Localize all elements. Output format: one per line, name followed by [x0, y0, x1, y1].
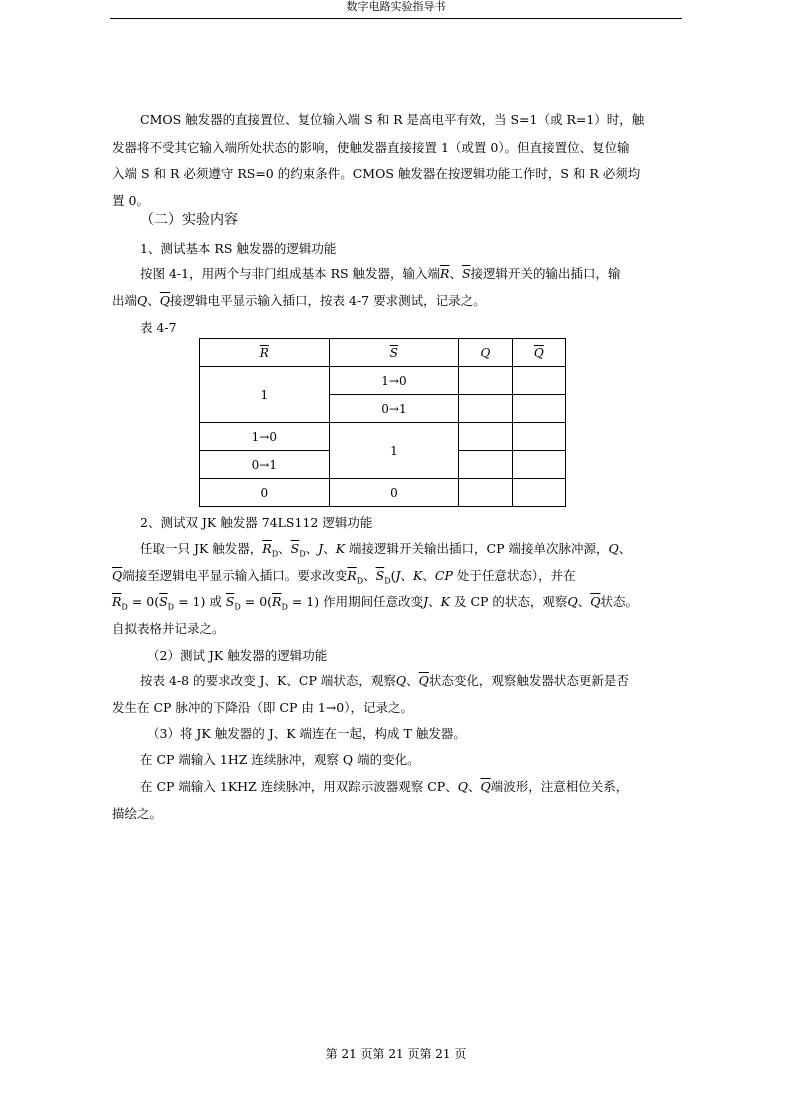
- cell-q: [459, 479, 512, 507]
- th-r-bar: $\overline{R}$: [200, 339, 330, 367]
- item3-line-2: 发生在 CP 脉冲的下降沿（即 CP 由 1→0），记录之。: [112, 700, 413, 715]
- intro-line-1: CMOS 触发器的直接置位、复位输入端 S 和 R 是高电平有效，当 S=1（或 R=1）时，触: [140, 112, 645, 127]
- cell-qbar: [512, 367, 565, 395]
- cell-s-0to1: 0→1: [329, 395, 459, 423]
- item3-title: （2）测试 JK 触发器的逻辑功能: [147, 648, 328, 663]
- footer-page-number: 第 21 页第 21 页第 21 页: [325, 1047, 467, 1061]
- table-caption: 表 4-7: [140, 320, 177, 335]
- intro-line-2: 发器将不受其它输入端所处状态的影响，使触发器直接接置 1（或置 0）。但直接置位、复位输: [112, 140, 630, 155]
- page-header: [110, 0, 682, 19]
- item3-line-6: 描绘之。: [112, 806, 163, 821]
- header-title: 数字电路实验指导书: [346, 0, 446, 13]
- item1-line-1: 按图 4-1，用两个与非门组成基本 RS 触发器，输入端$\overline{R}$、$\overline{S}$接逻辑开关的输出插口，输: [140, 266, 621, 281]
- cell-r-0: 0: [200, 479, 330, 507]
- item2-line-2: $\overline{Q}$端接至逻辑电平显示输入插口。要求改变$\overline{R}_D$、$\overline{S}_D(J$、K、CP 处于任意状态），并在: [112, 568, 576, 586]
- th-q: Q: [459, 339, 512, 367]
- truth-table-4-7: [199, 338, 566, 507]
- cell-qbar: [512, 395, 565, 423]
- item2-line-3: $\overline{R}_D = 0(\overline{S}_D = 1)$ 或 $\overline{S}_D = 0(\overline{R}_D = 1)$ 作用期间任意改变J、K 及 CP 的状态，观察Q、$\overline{Q}$状态。: [112, 594, 638, 612]
- cell-qbar: [512, 423, 565, 451]
- th-s-bar: $\overline{S}$: [329, 339, 459, 367]
- intro-line-3: 入端 S 和 R 必须遵守 RS=0 的约束条件。CMOS 触发器在按逻辑功能工作时，S 和 R 必须均: [112, 166, 641, 181]
- cell-r-1to0: 1→0: [200, 423, 330, 451]
- cell-s-1: 1: [329, 423, 459, 479]
- cell-q: [459, 423, 512, 451]
- cell-s-0: 0: [329, 479, 459, 507]
- page-footer: [0, 1045, 792, 1062]
- cell-s-1to0: 1→0: [329, 367, 459, 395]
- th-q-bar: $\overline{Q}$: [512, 339, 565, 367]
- cell-r-0to1: 0→1: [200, 451, 330, 479]
- cell-q: [459, 451, 512, 479]
- item1-title: 1、测试基本 RS 触发器的逻辑功能: [140, 241, 337, 256]
- item2-title: 2、测试双 JK 触发器 74LS112 逻辑功能: [140, 515, 373, 530]
- item3-line-3: （3）将 JK 触发器的 J、K 端连在一起，构成 T 触发器。: [147, 726, 466, 741]
- item2-line-1: 任取一只 JK 触发器，$\overline{R}_D$、$\overline{S}_D$、J、K 端接逻辑开关输出插口，CP 端接单次脉冲源，Q、: [140, 541, 632, 559]
- cell-qbar: [512, 451, 565, 479]
- intro-line-4: 置 0。: [112, 193, 149, 208]
- cell-r-1: 1: [200, 367, 330, 423]
- item3-line-1: 按表 4-8 的要求改变 J、K、CP 端状态，观察Q、$\overline{Q}$状态变化，观察触发器状态更新是否: [140, 673, 629, 688]
- item2-line-4: 自拟表格并记录之。: [112, 621, 225, 636]
- cell-q: [459, 395, 512, 423]
- item3-line-5: 在 CP 端输入 1KHZ 连续脉冲，用双踪示波器观察 CP、Q、$\overline{Q}$端波形，注意相位关系，: [140, 779, 629, 794]
- cell-qbar: [512, 479, 565, 507]
- item3-line-4: 在 CP 端输入 1HZ 连续脉冲，观察 Q 端的变化。: [140, 752, 420, 767]
- section-title: （二）实验内容: [140, 212, 238, 228]
- item1-line-2: 出端Q、$\overline{Q}$接逻辑电平显示输入插口，按表 4-7 要求测试，记录之。: [112, 293, 486, 308]
- cell-q: [459, 367, 512, 395]
